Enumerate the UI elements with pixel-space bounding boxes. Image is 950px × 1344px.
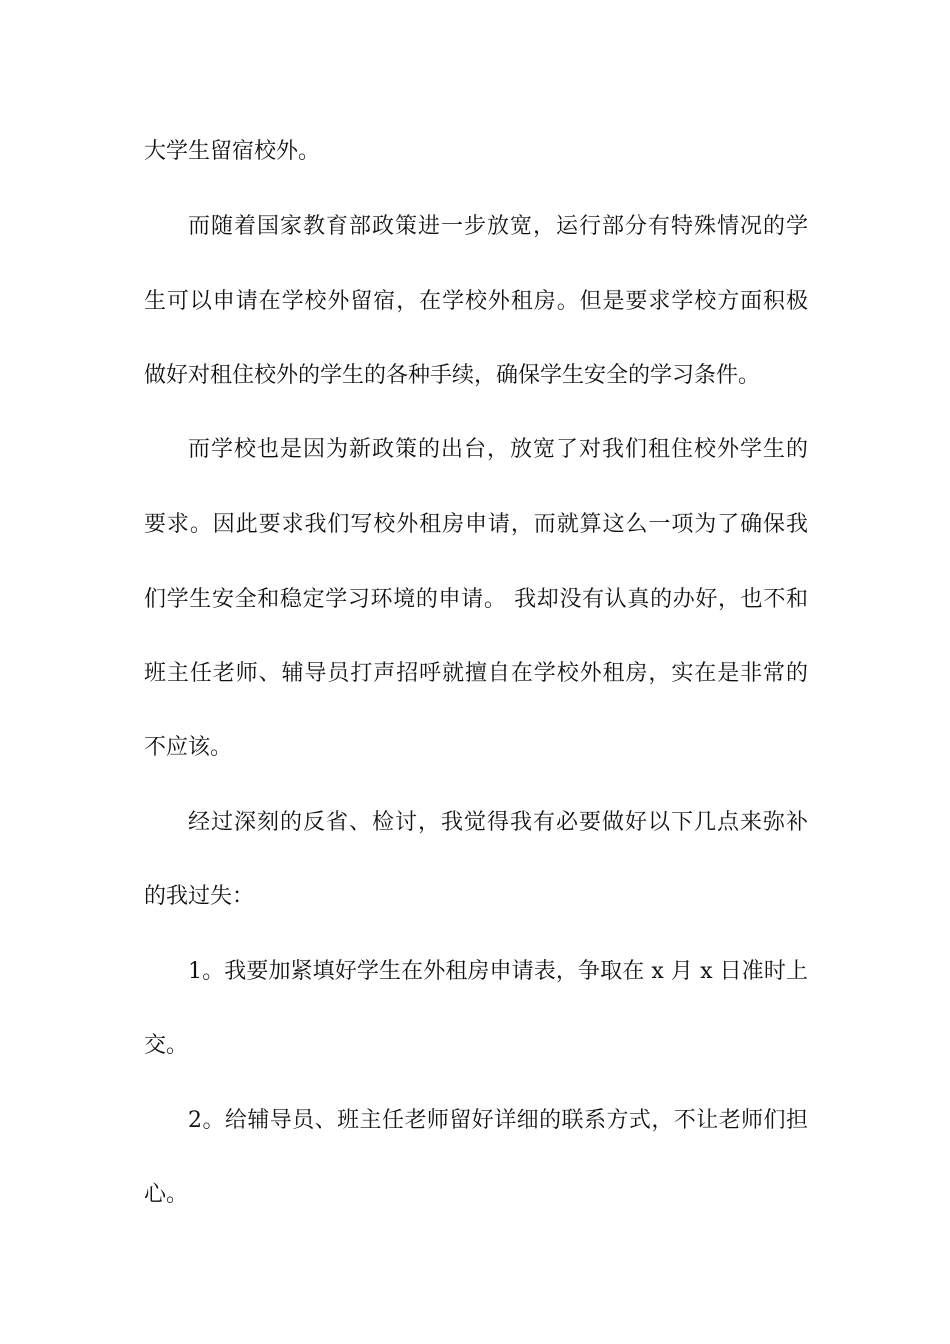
text-line-15: 心。 [144, 1182, 189, 1207]
list-item-2: 2。给辅导员、班主任老师留好详细的联系方式，不让老师们担 [188, 1108, 808, 1133]
text-line-5: 而学校也是因为新政策的出台，放宽了对我们租住校外学生的 [188, 437, 808, 462]
text-line-7: 们学生安全和稳定学习环境的申请。 我却没有认真的办好，也不和 [144, 587, 808, 612]
list-item-1: 1。我要加紧填好学生在外租房申请表，争取在 x 月 x 日准时上 [188, 959, 808, 984]
text-line-8: 班主任老师、辅导员打声招呼就擅自在学校外租房，实在是非常的 [144, 661, 808, 686]
text-line-1: 大学生留宿校外。 [144, 139, 321, 164]
text-line-6: 要求。因此要求我们写校外租房申请，而就算这么一项为了确保我 [144, 512, 808, 537]
text-line-11: 的我过失： [144, 884, 255, 909]
text-line-13: 交。 [144, 1033, 189, 1058]
text-line-9: 不应该。 [144, 735, 233, 760]
text-line-2: 而随着国家教育部政策进一步放宽，运行部分有特殊情况的学 [188, 214, 808, 239]
text-line-10: 经过深刻的反省、检讨，我觉得我有必要做好以下几点来弥补 [188, 810, 808, 835]
text-line-4: 做好对租住校外的学生的各种手续，确保学生安全的学习条件。 [144, 363, 761, 388]
text-line-3: 生可以申请在学校外留宿，在学校外租房。但是要求学校方面积极 [144, 289, 808, 314]
